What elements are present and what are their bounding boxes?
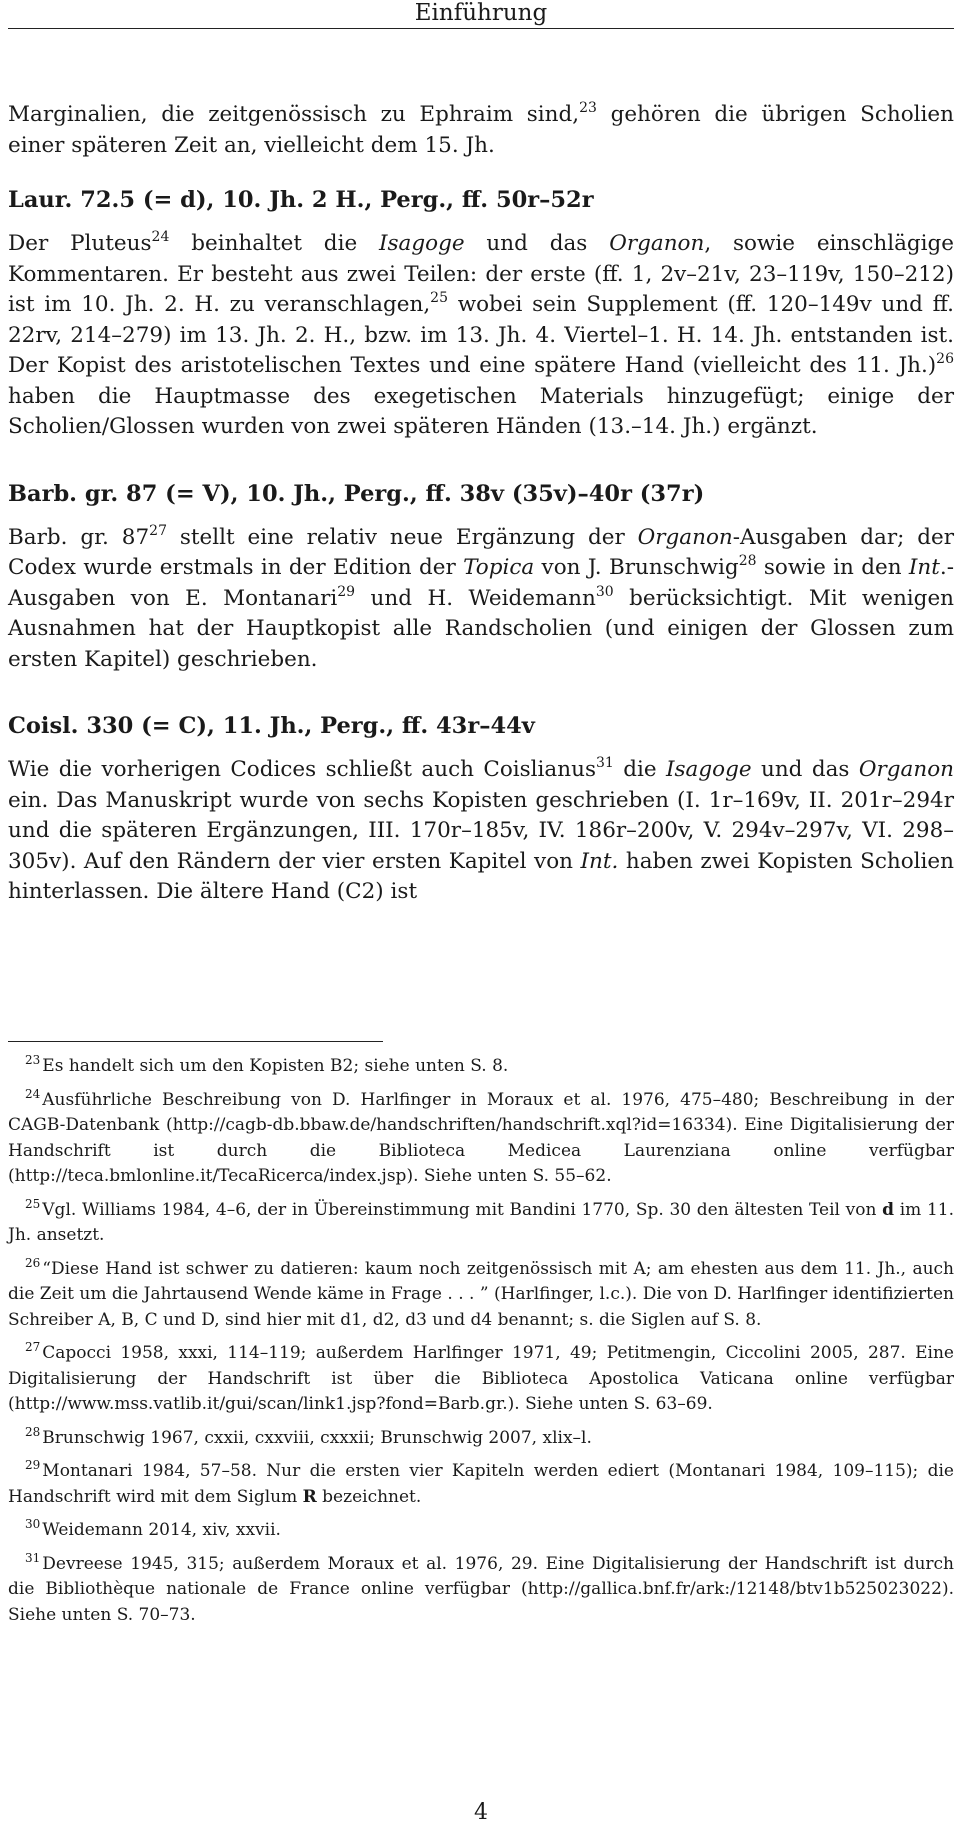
footnote-ref-23[interactable]: 23 xyxy=(579,100,597,116)
footnote-rule xyxy=(8,1041,383,1042)
link-teca[interactable]: http://teca.bmlonline.it/TecaRicerca/index.jsp xyxy=(14,1166,407,1186)
footnote-ref-27[interactable]: 27 xyxy=(149,522,167,539)
footnote-31: $^{31}$ Devreese 1945, 315; außerdem Moraux et al. 1976, 29. Eine Digitalisierung der Handschrift ist durch die Bibliothèque nationale de France online verfügbar (http://gallica.bnf.fr/ark:/12148/btv1b525023022). Siehe unten S. 70–73. xyxy=(8,1550,954,1625)
footnote-24: $^{24}$ Ausführliche Beschreibung von D. Harlfinger in Moraux et al. 1976, 475–480; Beschreibung in der CAGB-Datenbank (http://cagb-db.bbaw.de/handschriften/handschrift.xql?id=16334). Eine Digitalisierung der Handschrift ist durch die Biblioteca Medicea Laurenziana online verfügbar (http://teca.bmlonline.it/TecaRicerca/index.jsp). Siehe unten S. 55–62. xyxy=(8,1086,955,1186)
footnote-23: $^{23}$ Es handelt sich um den Kopisten B2; siehe unten S. 8. xyxy=(25,1053,509,1076)
section-heading-laur: Laur. 72.5 (= d), 10. Jh. 2 H., Perg., ff. 50r–52r xyxy=(8,187,594,213)
footnote-ref-31[interactable]: 31 xyxy=(595,755,614,771)
paragraph-coisl: Wie die vorherigen Codices schließt auch Coislianus$^{31}$ die Isagoge und das Organon ein. Das Manuskript wurde von sechs Kopisten geschrieben (I. 1r–169v, II. 201r–294r und die späteren Ergänzungen, III. 170r–185v, IV. 186r–200v, V. 294v–297v, VI. 298–305v). Auf den Rändern der vier ersten Kapitel von Int. haben zwei Kopisten Scholien hinterlassen. Die ältere Hand (C2) ist xyxy=(8,755,955,904)
footnote-ref-29[interactable]: 29 xyxy=(337,583,356,600)
footnote-ref-28[interactable]: 28 xyxy=(738,553,757,569)
footnote-27: $^{27}$ Capocci 1958, xxxi, 114–119; außerdem Harlfinger 1971, 49; Petitmengin, Ciccolini 2005, 287. Eine Digitalisierung der Handschrift ist über die Biblioteca Apostolica Vaticana online verfügbar (http://www.mss.vatlib.it/gui/scan/link1.jsp?fond=Barb.gr.). Siehe unten S. 63–69. xyxy=(8,1340,954,1414)
running-head: Einführung xyxy=(414,0,548,26)
link-gallica[interactable]: http://gallica.bnf.fr/ark:/12148/btv1b525023022 xyxy=(527,1579,942,1599)
page xyxy=(8,0,954,1829)
footnote-ref-24[interactable]: 24 xyxy=(151,229,170,245)
footnote-25: $^{25}$ Vgl. Williams 1984, 4–6, der in Übereinstimmung mit Bandini 1770, Sp. 30 den ältesten Teil von d im 11. Jh. ansetzt. xyxy=(8,1196,954,1245)
footnote-ref-25[interactable]: 25 xyxy=(430,290,448,306)
paragraph-laur: Der Pluteus$^{24}$ beinhaltet die Isagoge und das Organon, sowie einschlägige Kommentaren. Er besteht aus zwei Teilen: der erste (ff. 1, 2v–21v, 23–119v, 150–212) ist im 10. Jh. 2. H. zu veranschlagen,$^{25}$ wobei sein Supplement (ff. 120–149v und ff. 22rv, 214–279) im 13. Jh. 2. H., bzw. im 13. Jh. 4. Viertel–1. H. 14. Jh. entstanden ist. Der Kopist des aristotelischen Textes und eine spätere Hand (vielleicht des 11. Jh.)$^{26}$ haben die Hauptmasse des exegetischen Materials hinzugefügt; einige der Scholien/Glossen wurden von zwei späteren Händen (13.–14. Jh.) ergänzt. xyxy=(8,229,955,439)
intro-paragraph: Marginalien, die zeitgenössisch zu Ephraim sind,$^{23}$ gehören die übrigen Scholien einer späteren Zeit an, vielleicht dem 15. Jh. xyxy=(8,100,954,158)
section-heading-barb: Barb. gr. 87 (= V), 10. Jh., Perg., ff. 38v (35v)–40r (37r) xyxy=(8,480,705,507)
page-number: 4 xyxy=(474,1800,488,1825)
footnote-30: $^{30}$ Weidemann 2014, xiv, xxvii. xyxy=(25,1517,281,1540)
link-cagb[interactable]: http://cagb-db.bbaw.de/handschriften/handschrift.xql?id=16334 xyxy=(172,1115,726,1135)
link-vatlib[interactable]: http://www.mss.vatlib.it/gui/scan/link1.jsp?fond=Barb.gr. xyxy=(14,1394,508,1414)
footnote-ref-26[interactable]: 26 xyxy=(936,351,954,367)
footnote-29: $^{29}$ Montanari 1984, 57–58. Nur die ersten vier Kapiteln werden ediert (Montanari 1984, 109–115); die Handschrift wird mit dem Siglum R bezeichnet. xyxy=(8,1458,954,1507)
main-text xyxy=(8,100,954,908)
footnote-26: $^{26}$ “Diese Hand ist schwer zu datieren: kaum noch zeitgenössisch mit A; am ehesten aus dem 11. Jh., auch die Zeit um die Jahrtausend Wende käme in Frage . . . ” (Harlfinger, l.c.). Die von D. Harlfinger identifizierten Schreiber A, B, C und D, sind hier mit d1, d2, d3 und d4 benannt; s. die Siglen auf S. 8. xyxy=(8,1255,954,1330)
section-heading-coisl: Coisl. 330 (= C), 11. Jh., Perg., ff. 43r–44v xyxy=(8,713,535,739)
footnote-ref-30[interactable]: 30 xyxy=(595,583,614,600)
header-rule xyxy=(8,28,954,29)
footnotes xyxy=(8,1054,954,1636)
footnote-28: $^{28}$ Brunschwig 1967, cxxii, cxxviii, cxxxii; Brunschwig 2007, xlix–l. xyxy=(25,1424,592,1448)
paragraph-barb: Barb. gr. $87^{27}$ stellt eine relativ neue Ergänzung der Organon-Ausgaben dar; der Codex wurde erstmals in der Edition der Topica von J. Brunschwig$^{28}$ sowie in den Int.-Ausgaben von E. Montanari$^{29}$ und H. Weidemann$^{30}$ berücksichtigt. Mit wenigen Ausnahmen hat der Hauptkopist alle Randscholien (und einigen der Glossen zum ersten Kapitel) geschrieben. xyxy=(8,522,955,672)
